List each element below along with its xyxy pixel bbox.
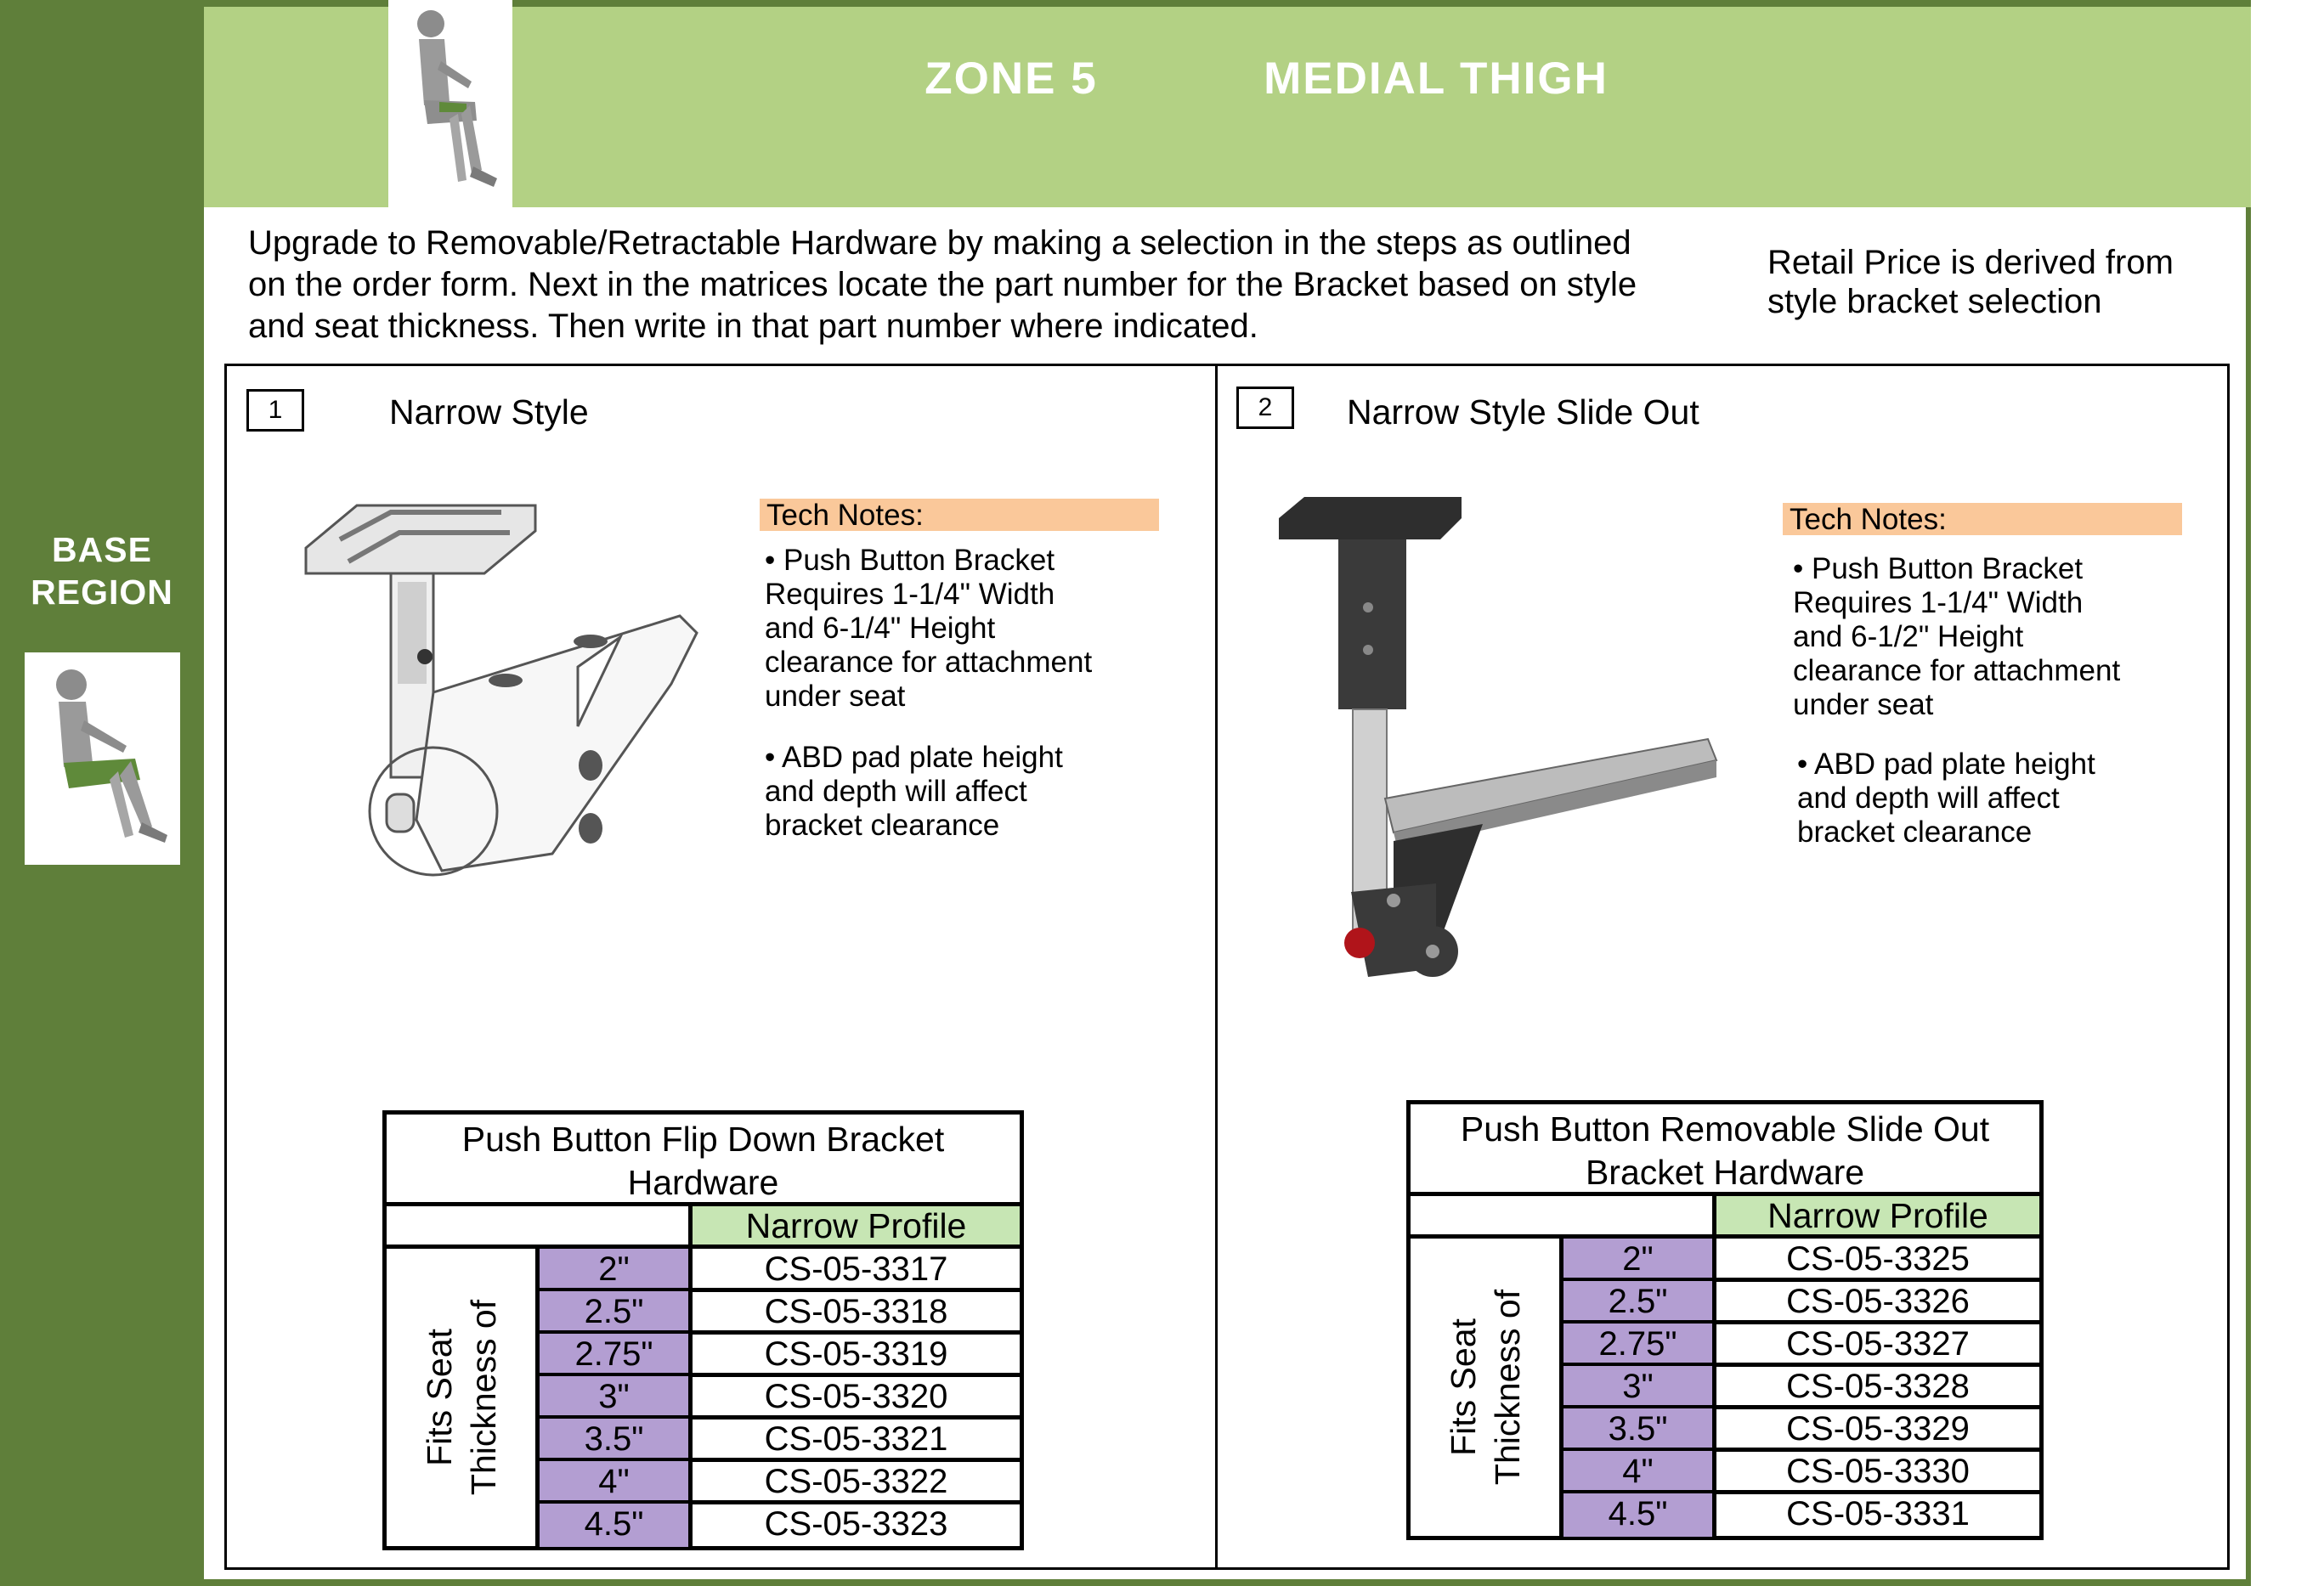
zone-label: ZONE 5 — [925, 54, 1098, 104]
table-row — [1411, 1281, 2039, 1324]
intro-instructions: Upgrade to Removable/Retractable Hardware by making a selection in the steps as outlined on the order form. Next in the matrices locate the part number for the Bracket based on style and seat thickness. Then write in that part number where indicated. — [248, 224, 1637, 345]
matrix-title: Push Button Flip Down Bracket Hardware — [387, 1115, 1020, 1206]
seat-thickness: 3.5" — [1563, 1408, 1712, 1452]
table-row — [387, 1249, 1020, 1292]
part-number: CS-05-3323 — [688, 1504, 1020, 1547]
seat-thickness: 2.5" — [540, 1291, 688, 1335]
option-title: Narrow Style — [389, 392, 589, 432]
region-label: BASE REGION — [31, 530, 173, 612]
table-row — [387, 1291, 1020, 1335]
matrix-blank-cell — [1411, 1196, 1712, 1239]
seat-thickness: 2.75" — [1563, 1324, 1712, 1367]
part-number: CS-05-3321 — [688, 1419, 1020, 1462]
seat-thickness: 2.5" — [1563, 1281, 1712, 1324]
seat-thickness: 2" — [540, 1249, 688, 1292]
price-note: Retail Price is derived from style bracket selection — [1767, 244, 2174, 320]
tech-note: • ABD pad plate height and depth will affect bracket clearance — [765, 741, 1063, 842]
table-row — [1411, 1451, 2039, 1494]
matrix-column-header: Narrow Profile — [1712, 1196, 2039, 1239]
step-number-box: 2 — [1236, 387, 1294, 429]
side-label-text: Fits Seat Thickness of — [1443, 1289, 1527, 1486]
matrix-blank-cell — [387, 1206, 688, 1249]
table-row — [1411, 1366, 2039, 1409]
part-number: CS-05-3319 — [688, 1334, 1020, 1377]
side-label-text: Fits Seat Thickness of — [419, 1299, 503, 1496]
option-title: Narrow Style Slide Out — [1347, 392, 1699, 432]
seat-thickness: 4" — [540, 1461, 688, 1504]
table-row — [1411, 1239, 2039, 1282]
seat-thickness: 2" — [1563, 1239, 1712, 1282]
part-number: CS-05-3318 — [688, 1291, 1020, 1335]
part-number: CS-05-3330 — [1712, 1451, 2039, 1494]
tech-notes-heading: Tech Notes: — [760, 499, 1159, 531]
zone-title: MEDIAL THIGH — [1264, 54, 1609, 104]
part-number: CS-05-3331 — [1712, 1493, 2039, 1537]
table-row — [387, 1419, 1020, 1462]
flip-down-bracket-icon — [297, 497, 705, 888]
matrix-title: Push Button Removable Slide Out Bracket Hardware — [1411, 1104, 2039, 1196]
panel-divider — [1215, 364, 1218, 1570]
table-row — [387, 1461, 1020, 1504]
seat-thickness: 3" — [1563, 1366, 1712, 1409]
seat-thickness: 3" — [540, 1376, 688, 1419]
table-row — [387, 1504, 1020, 1547]
tech-notes-heading: Tech Notes: — [1783, 503, 2182, 535]
bracket-matrix — [382, 1110, 1024, 1550]
table-row — [1411, 1408, 2039, 1452]
matrix-rows — [387, 1249, 1020, 1546]
table-row — [1411, 1493, 2039, 1537]
tech-note: • ABD pad plate height and depth will affect bracket clearance — [1797, 748, 2095, 849]
seat-thickness: 2.75" — [540, 1334, 688, 1377]
tech-note: • Push Button Bracket Requires 1-1/4" Width and 6-1/2" Height clearance for attachment under seat — [1793, 552, 2121, 721]
seated-person-icon — [25, 652, 180, 865]
matrix-column-header: Narrow Profile — [688, 1206, 1020, 1249]
seat-thickness: 3.5" — [540, 1419, 688, 1462]
part-number: CS-05-3326 — [1712, 1281, 2039, 1324]
seat-thickness: 4" — [1563, 1451, 1712, 1494]
part-number: CS-05-3325 — [1712, 1239, 2039, 1282]
seat-thickness: 4.5" — [540, 1504, 688, 1547]
table-row — [1411, 1324, 2039, 1367]
table-row — [387, 1334, 1020, 1377]
bracket-matrix — [1406, 1100, 2044, 1540]
part-number: CS-05-3317 — [688, 1249, 1020, 1292]
step-number-box: 1 — [246, 389, 304, 432]
slide-out-bracket-icon — [1266, 493, 1733, 985]
seat-thickness: 4.5" — [1563, 1493, 1712, 1537]
seated-person-icon — [388, 0, 512, 207]
part-number: CS-05-3327 — [1712, 1324, 2039, 1367]
part-number: CS-05-3329 — [1712, 1408, 2039, 1452]
part-number: CS-05-3320 — [688, 1376, 1020, 1419]
table-row — [387, 1376, 1020, 1419]
part-number: CS-05-3328 — [1712, 1366, 2039, 1409]
tech-note: • Push Button Bracket Requires 1-1/4" Width and 6-1/4" Height clearance for attachment under seat — [765, 544, 1093, 713]
part-number: CS-05-3322 — [688, 1461, 1020, 1504]
matrix-rows — [1411, 1239, 2039, 1536]
